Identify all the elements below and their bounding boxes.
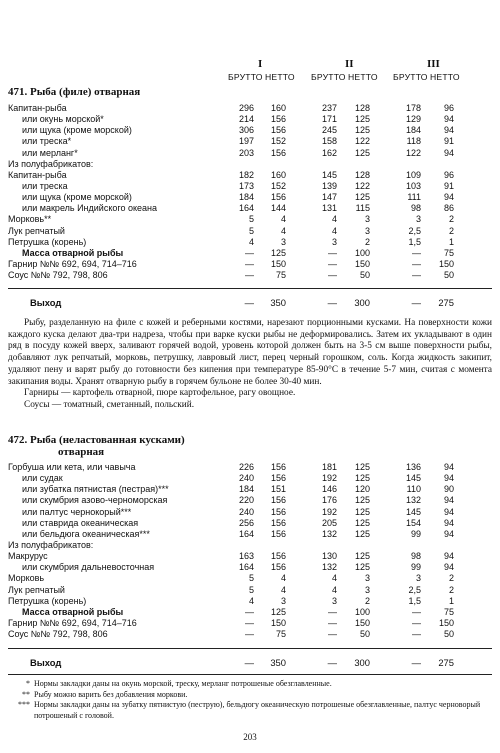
value-cell: — (412, 270, 421, 281)
value-cell: 94 (443, 125, 454, 136)
value-cell: 132 (321, 562, 337, 573)
value-cell: 75 (443, 247, 454, 258)
ingredient-name: или скумбрия дальневосточная (22, 562, 155, 573)
value-cell: 1 (448, 595, 454, 606)
value-cell: 156 (270, 562, 286, 573)
value-cell: 3 (280, 236, 286, 247)
value-cell: 4 (248, 236, 254, 247)
table-row (0, 114, 500, 125)
value-cell: 94 (443, 562, 454, 573)
ingredient-name: Из полуфабрикатов: (8, 539, 94, 550)
value-cell: 130 (321, 551, 337, 562)
value-cell: 4 (331, 584, 337, 595)
value-cell: — (412, 606, 421, 617)
value-cell: 164 (238, 562, 254, 573)
value-cell: 132 (321, 528, 337, 539)
value-cell: 152 (270, 136, 286, 147)
value-cell: 94 (443, 192, 454, 203)
value-cell: 156 (270, 192, 286, 203)
table-row (0, 248, 500, 259)
value-cell: 2 (448, 225, 454, 236)
table-row (0, 192, 500, 203)
value-cell: 2 (364, 236, 370, 247)
value-cell: 176 (321, 495, 337, 506)
value-cell: 156 (270, 551, 286, 562)
value-cell: 128 (354, 169, 370, 180)
value-cell: 94 (443, 114, 454, 125)
value-cell: 156 (270, 147, 286, 158)
ingredient-name: Капитан-рыба (8, 169, 67, 180)
footnote-text: Нормы закладки даны на окунь морской, треску, мерланг потрошеные обезглавленные. (34, 679, 332, 688)
ingredient-name: или скумбрия азово-черноморская (22, 495, 168, 506)
table-row (0, 226, 500, 237)
value-cell: 122 (354, 136, 370, 147)
value-cell: 3 (331, 236, 337, 247)
table-row (0, 462, 500, 473)
value-cell: 86 (443, 203, 454, 214)
ingredient-name: Морковь (8, 573, 45, 584)
total-label: Выход (30, 657, 62, 668)
table-total (0, 297, 500, 311)
value-cell: 139 (321, 180, 337, 191)
value-cell: 184 (238, 484, 254, 495)
value-cell: — (412, 617, 421, 628)
table-row (0, 170, 500, 181)
value-cell: 99 (410, 562, 421, 573)
value-cell: 171 (321, 114, 337, 125)
value-cell: 125 (354, 192, 370, 203)
group-iii-label: III (427, 58, 440, 70)
value-cell: 162 (321, 147, 337, 158)
value-cell: 125 (270, 247, 286, 258)
table-row (0, 181, 500, 192)
value-cell: 115 (355, 203, 370, 214)
ingredient-name: или палтус чернокорый*** (22, 506, 132, 517)
value-cell: 214 (238, 114, 254, 125)
value-cell: — (245, 617, 254, 628)
value-cell: 1 (448, 236, 454, 247)
ingredient-name: Масса отварной рыбы (22, 247, 124, 258)
group-ii-label: II (345, 58, 354, 70)
ingredient-name: или окунь морской* (22, 114, 104, 125)
value-cell: 145 (405, 506, 421, 517)
value-cell: 5 (248, 573, 254, 584)
table-row (0, 136, 500, 147)
value-cell: — (328, 617, 337, 628)
recipe-table (0, 103, 500, 281)
footnote-mark: * (26, 679, 30, 688)
value-cell: 2,5 (408, 225, 421, 236)
value-cell: — (412, 258, 421, 269)
value-cell: 3 (364, 584, 370, 595)
value-cell: 125 (354, 114, 370, 125)
total-label: Выход (30, 297, 62, 308)
value-cell: 156 (270, 114, 286, 125)
total-value: 275 (438, 297, 454, 308)
value-cell: 75 (275, 270, 286, 281)
value-cell: 150 (354, 617, 370, 628)
ingredient-name: Соус №№ 792, 798, 806 (8, 629, 108, 640)
value-cell: 154 (405, 517, 421, 528)
value-cell: — (245, 606, 254, 617)
value-cell: 100 (354, 606, 370, 617)
value-cell: 245 (321, 125, 337, 136)
value-cell: 125 (354, 562, 370, 573)
ingredient-name: Петрушка (корень) (8, 236, 87, 247)
value-cell: 50 (359, 270, 370, 281)
table-row (0, 159, 500, 170)
value-cell: 4 (280, 573, 286, 584)
value-cell: 125 (354, 528, 370, 539)
value-cell: 156 (270, 462, 286, 472)
value-cell: 150 (438, 617, 454, 628)
value-cell: 156 (270, 506, 286, 517)
footnote-mark: *** (18, 700, 30, 709)
value-cell: — (412, 629, 421, 640)
ingredient-name: Масса отварной рыбы (22, 606, 124, 617)
table-row (0, 518, 500, 529)
value-cell: 3 (331, 595, 337, 606)
value-cell: 151 (270, 484, 286, 495)
value-cell: 109 (405, 169, 421, 180)
total-value: 350 (270, 657, 286, 668)
value-cell: 122 (354, 180, 370, 191)
value-cell: 184 (405, 125, 421, 136)
value-cell: 4 (280, 225, 286, 236)
ingredient-name: Капитан-рыба (8, 103, 67, 113)
ingredient-name: или судак (22, 473, 63, 484)
value-cell: 94 (443, 147, 454, 158)
value-cell: 173 (238, 180, 254, 191)
value-cell: 100 (354, 247, 370, 258)
paragraph: Гарниры — картофель отварной, пюре картофельное, рагу овощное. (24, 388, 296, 399)
value-cell: 150 (354, 258, 370, 269)
value-cell: 158 (321, 136, 337, 147)
value-cell: 125 (354, 125, 370, 136)
value-cell: 125 (354, 147, 370, 158)
brutto-label: БРУТТО (228, 72, 263, 82)
value-cell: 103 (405, 180, 421, 191)
value-cell: 178 (405, 103, 421, 113)
ingredient-name: или зубатка пятнистая (пестрая)*** (22, 484, 169, 495)
value-cell: 5 (248, 214, 254, 225)
ingredient-name: Лук репчатый (8, 584, 65, 595)
value-cell: 150 (270, 617, 286, 628)
table-row (0, 259, 500, 270)
table-rule (8, 648, 492, 649)
value-cell: 99 (410, 528, 421, 539)
ingredient-name: или макрель Индийского океана (22, 203, 157, 214)
table-row (0, 551, 500, 562)
table-row (0, 540, 500, 551)
value-cell: 156 (270, 473, 286, 484)
value-cell: 131 (321, 203, 337, 214)
value-cell: — (245, 258, 254, 269)
ingredient-name: или щука (кроме морской) (22, 125, 132, 136)
total-value: 300 (354, 657, 370, 668)
value-cell: 91 (443, 136, 454, 147)
table-row (0, 507, 500, 518)
value-cell: 156 (270, 528, 286, 539)
recipe-title: 472. Рыба (неластованная кусками) (8, 434, 185, 446)
value-cell: 94 (443, 506, 454, 517)
value-cell: 4 (248, 595, 254, 606)
value-cell: — (328, 247, 337, 258)
footnote (8, 679, 492, 690)
value-cell: 94 (443, 517, 454, 528)
value-cell: 4 (280, 584, 286, 595)
recipe-description (8, 318, 492, 412)
value-cell: 96 (443, 103, 454, 113)
table-row (0, 618, 500, 629)
value-cell: — (328, 629, 337, 640)
value-cell: 156 (270, 517, 286, 528)
value-cell: 5 (248, 225, 254, 236)
value-cell: 75 (275, 629, 286, 640)
value-cell: 4 (331, 214, 337, 225)
value-cell: 4 (331, 225, 337, 236)
value-cell: 118 (406, 136, 421, 147)
ingredient-name: или щука (кроме морской) (22, 192, 132, 203)
value-cell: 237 (321, 103, 337, 113)
ingredient-name: Соус №№ 792, 798, 806 (8, 270, 108, 281)
total-value: — (244, 297, 254, 308)
table-row (0, 607, 500, 618)
value-cell: 146 (321, 484, 337, 495)
value-cell: 125 (354, 495, 370, 506)
value-cell: 94 (443, 495, 454, 506)
recipe-table (0, 462, 500, 640)
value-cell: 182 (238, 169, 254, 180)
value-cell: 5 (248, 584, 254, 595)
value-cell: 296 (238, 103, 254, 113)
value-cell: 2,5 (408, 584, 421, 595)
value-cell: 125 (354, 517, 370, 528)
value-cell: 160 (270, 169, 286, 180)
netto-label: НЕТТО (348, 72, 378, 82)
table-row (0, 495, 500, 506)
value-cell: 145 (321, 169, 337, 180)
value-cell: 2 (364, 595, 370, 606)
value-cell: 3 (364, 573, 370, 584)
value-cell: 147 (321, 192, 337, 203)
netto-label: НЕТТО (265, 72, 295, 82)
total-value: 275 (438, 657, 454, 668)
footnote-text: Нормы закладки даны на зубатку пятнистую (пеструю), бельдюгу океаническую потрошеные обезглавленные, палтус черноворый потрошеный с головой. (34, 700, 481, 720)
recipe-title: 471. Рыба (филе) отварная (8, 86, 141, 98)
value-cell: 111 (407, 192, 421, 203)
value-cell: 3 (415, 573, 421, 584)
total-value: — (327, 297, 337, 308)
value-cell: 94 (443, 551, 454, 562)
value-cell: 3 (415, 214, 421, 225)
total-value: — (411, 657, 421, 668)
table-row (0, 585, 500, 596)
value-cell: 145 (405, 473, 421, 484)
value-cell: 125 (354, 473, 370, 484)
value-cell: 220 (238, 495, 254, 506)
value-cell: 205 (321, 517, 337, 528)
value-cell: 197 (238, 136, 254, 147)
value-cell: 98 (410, 551, 421, 562)
table-row (0, 596, 500, 607)
ingredient-name: или треска* (22, 136, 72, 147)
value-cell: 110 (406, 484, 421, 495)
value-cell: 150 (438, 258, 454, 269)
ingredient-name: Морковь** (8, 214, 52, 225)
value-cell: 122 (405, 147, 421, 158)
value-cell: 50 (443, 270, 454, 281)
paragraph: Рыбу, разделанную на филе с кожей и реберными костями, нарезают порционными кусками. На поверхности кожи каждого куска делают два-три надреза, чтобы при варке куски рыбы не деформировались. Затем их укладывают в один ряд в посуду кожей вверх, заливают горячей водой, уровень которой должен быть на 3-5 см выше поверхности рыбы, добавляют лук репчатый, морковь, петрушку, лавровый лист, перец черный горошком, соль. Когда жидкость закипит, удаляют пену и варят рыбу до готовности без кипения при температуре 85-90°С в течение 5-7 мин, считая с момента закипания воды. Хранят отварную рыбу в горячем бульоне не более 30-40 мин. (8, 318, 492, 387)
ingredient-name: или треска (22, 180, 68, 191)
value-cell: 120 (354, 484, 370, 495)
value-cell: 306 (238, 125, 254, 136)
value-cell: 156 (270, 125, 286, 136)
total-value: — (327, 657, 337, 668)
total-value: — (411, 297, 421, 308)
total-value: 350 (270, 297, 286, 308)
value-cell: — (328, 270, 337, 281)
value-cell: 136 (405, 462, 421, 472)
ingredient-name: Лук репчатый (8, 225, 65, 236)
table-row (0, 562, 500, 573)
value-cell: 256 (238, 517, 254, 528)
value-cell: 125 (354, 506, 370, 517)
value-cell: 129 (405, 114, 421, 125)
value-cell: — (412, 247, 421, 258)
value-cell: 4 (331, 573, 337, 584)
table-row (0, 125, 500, 136)
table-total (0, 657, 500, 671)
table-row (0, 529, 500, 540)
footnote (8, 690, 492, 701)
ingredient-name: Из полуфабрикатов: (8, 158, 94, 169)
value-cell: 3 (364, 214, 370, 225)
footnote-mark: ** (22, 689, 30, 699)
table-row (0, 103, 500, 114)
group-i-label: I (258, 58, 263, 70)
value-cell: 125 (354, 462, 370, 472)
value-cell: — (245, 247, 254, 258)
value-cell: 3 (280, 595, 286, 606)
value-cell: 3 (364, 225, 370, 236)
value-cell: 156 (270, 495, 286, 506)
value-cell: 94 (443, 528, 454, 539)
value-cell: 1,5 (408, 236, 421, 247)
table-row (0, 629, 500, 640)
value-cell: 192 (321, 506, 337, 517)
value-cell: 1,5 (408, 595, 421, 606)
footnotes (8, 679, 492, 721)
total-value: — (244, 657, 254, 668)
value-cell: 240 (238, 473, 254, 484)
value-cell: 2 (448, 584, 454, 595)
value-cell: 164 (238, 528, 254, 539)
netto-label: НЕТТО (430, 72, 460, 82)
value-cell: 50 (359, 629, 370, 640)
value-cell: — (245, 629, 254, 640)
ingredient-name: или ставрида океаническая (22, 517, 139, 528)
value-cell: 150 (270, 258, 286, 269)
value-cell: 144 (270, 203, 286, 214)
ingredient-name: Горбуша или кета, или чавыча (8, 462, 136, 472)
table-rule (8, 288, 492, 289)
value-cell: 184 (238, 192, 254, 203)
value-cell: 163 (238, 551, 254, 562)
value-cell: 94 (443, 473, 454, 484)
ingredient-name: Макрурус (8, 551, 48, 562)
value-cell: 91 (443, 180, 454, 191)
value-cell: 240 (238, 506, 254, 517)
paragraph: Соусы — томатный, сметанный, польский. (24, 399, 195, 410)
recipe-title-cont: отварная (58, 446, 105, 458)
value-cell: 125 (354, 551, 370, 562)
value-cell: 181 (321, 462, 337, 472)
value-cell: — (245, 270, 254, 281)
value-cell: 94 (443, 462, 454, 472)
value-cell: 128 (354, 103, 370, 113)
footnote-text: Рыбу можно варить без добавления моркови. (34, 689, 188, 699)
value-cell: 160 (270, 103, 286, 113)
ingredient-name: Петрушка (корень) (8, 595, 87, 606)
value-cell: 2 (448, 214, 454, 225)
table-row (0, 237, 500, 248)
value-cell: 98 (410, 203, 421, 214)
brutto-label: БРУТТО (311, 72, 346, 82)
ingredient-name: Гарнир №№ 692, 694, 714–716 (8, 258, 137, 269)
footnote-rule (8, 674, 492, 675)
page-number: 203 (243, 732, 257, 742)
value-cell: 203 (238, 147, 254, 158)
table-row (0, 484, 500, 495)
ingredient-name: или мерланг* (22, 147, 78, 158)
footnote (8, 700, 492, 721)
value-cell: — (328, 258, 337, 269)
value-cell: 75 (443, 606, 454, 617)
value-cell: 132 (405, 495, 421, 506)
value-cell: 125 (270, 606, 286, 617)
column-header (0, 58, 500, 88)
table-row (0, 148, 500, 159)
total-value: 300 (354, 297, 370, 308)
value-cell: — (328, 606, 337, 617)
value-cell: 50 (443, 629, 454, 640)
value-cell: 96 (443, 169, 454, 180)
table-row (0, 270, 500, 281)
value-cell: 152 (270, 180, 286, 191)
value-cell: 226 (238, 462, 254, 472)
value-cell: 164 (238, 203, 254, 214)
table-row (0, 214, 500, 225)
value-cell: 192 (321, 473, 337, 484)
value-cell: 2 (448, 573, 454, 584)
ingredient-name: или бельдюга океаническая*** (22, 528, 150, 539)
table-row (0, 203, 500, 214)
value-cell: 90 (443, 484, 454, 495)
ingredient-name: Гарнир №№ 692, 694, 714–716 (8, 617, 137, 628)
table-row (0, 573, 500, 584)
value-cell: 4 (280, 214, 286, 225)
table-row (0, 473, 500, 484)
brutto-label: БРУТТО (393, 72, 428, 82)
